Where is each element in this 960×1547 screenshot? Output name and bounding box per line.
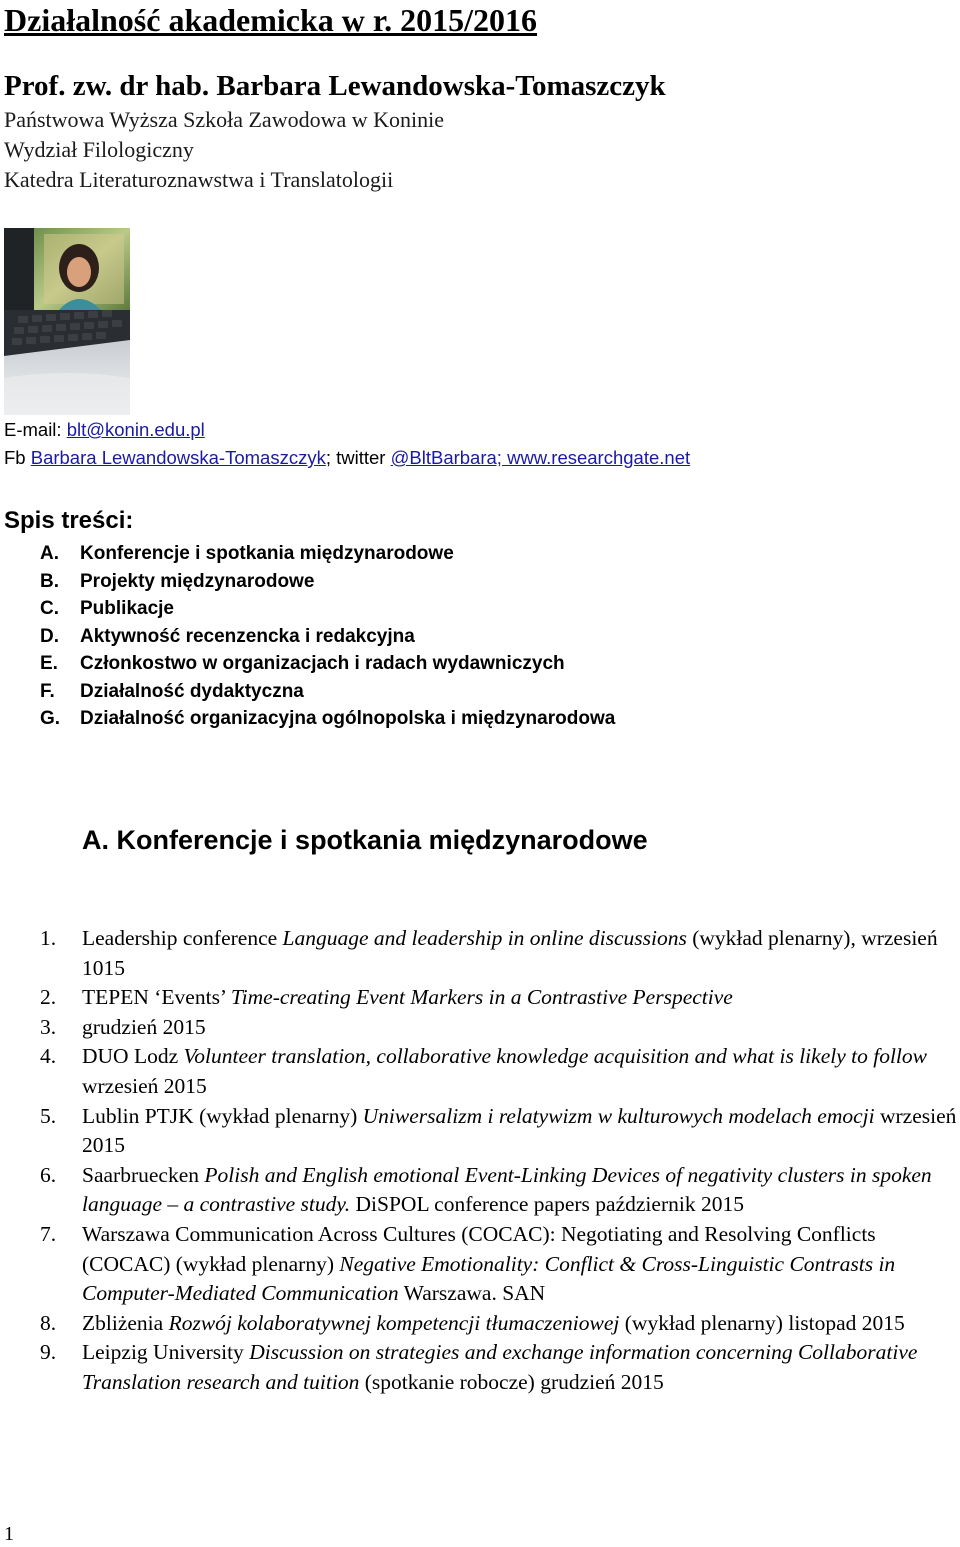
item-text: Leadership conference xyxy=(82,926,283,950)
toc-item xyxy=(40,623,615,651)
toc-item xyxy=(40,595,615,623)
item-text: Leipzig University xyxy=(82,1340,250,1365)
email-line xyxy=(4,418,205,442)
item-text: DUO Lodz xyxy=(82,1044,184,1069)
portrait-laptop-photo-icon xyxy=(4,228,130,415)
toc-list xyxy=(40,540,615,733)
item-number: 7. xyxy=(40,1221,57,1246)
list-item xyxy=(40,1042,960,1101)
item-number: 5. xyxy=(40,1103,57,1128)
item-number: 2. xyxy=(40,985,57,1010)
affiliation-department: Katedra Literaturoznawstwa i Translatologii xyxy=(4,167,394,192)
list-item xyxy=(40,1338,960,1397)
item-title: Rozwój kolaboratywnej kompetencji tłumaczeniowej xyxy=(168,1310,620,1335)
item-title: Language and leadership in online discussions xyxy=(282,926,687,950)
author-photo xyxy=(4,228,130,415)
item-number: 4. xyxy=(40,1044,57,1069)
item-text: Warszawa Communication Across Cultures (COCAC): Negotiating and Resolving Conflicts (COCAC) (wykład plenarny) xyxy=(82,1221,876,1276)
item-number: 1. xyxy=(40,926,57,950)
toc-heading: Spis treści: xyxy=(4,507,134,534)
toc-letter: A. xyxy=(40,543,59,564)
item-text: Zbliżenia xyxy=(82,1310,169,1335)
item-text: Lublin PTJK (wykład plenarny) xyxy=(82,1103,363,1128)
item-title: Negative Emotionality: Conflict & Cross-Linguistic Contrasts in Computer-Mediated Communication xyxy=(82,1251,896,1306)
item-details: Warszawa. SAN xyxy=(398,1281,546,1306)
item-number: 6. xyxy=(40,1162,57,1187)
list-item xyxy=(40,1309,960,1339)
item-details: (wykład plenarny), wrzesień 1015 xyxy=(82,926,938,980)
toc-item xyxy=(40,678,615,706)
email-link[interactable]: blt@konin.edu.pl xyxy=(66,419,205,440)
item-title: Time-creating Event Markers in a Contrastive Perspective xyxy=(230,985,733,1010)
toc-label: Działalność organizacyjna ogólnopolska i międzynarodowa xyxy=(80,708,616,729)
list-item xyxy=(40,983,960,1013)
section-a-heading: A. Konferencje i spotkania międzynarodowe xyxy=(82,825,648,855)
item-number: 3. xyxy=(40,1014,57,1039)
list-item xyxy=(40,924,960,983)
toc-label: Projekty międzynarodowe xyxy=(80,570,315,592)
item-text: Saarbruecken xyxy=(82,1162,205,1187)
toc-item xyxy=(40,650,615,678)
item-text: grudzień 2015 xyxy=(82,1014,206,1039)
conference-list xyxy=(40,924,960,1398)
item-text: TEPEN ‘Events’ xyxy=(82,985,231,1010)
author-name: Prof. zw. dr hab. Barbara Lewandowska-Tomaszczyk xyxy=(4,70,666,102)
item-title: Polish and English emotional Event-Linking Devices of negativity clusters in spoken language – a contrastive study. xyxy=(82,1162,932,1217)
item-title: Uniwersalizm i relatywizm w kulturowych modelach emocji xyxy=(362,1103,875,1128)
toc-letter: C. xyxy=(40,598,59,619)
list-item xyxy=(40,1220,960,1309)
item-title: Volunteer translation, collaborative knowledge acquisition and what is likely to follow xyxy=(183,1044,927,1069)
toc-label: Publikacje xyxy=(80,598,174,619)
item-details: (spotkanie robocze) grudzień 2015 xyxy=(359,1369,664,1394)
fb-label: Fb xyxy=(4,447,31,468)
toc-letter: B. xyxy=(40,570,59,592)
toc-item xyxy=(40,568,615,596)
toc-letter: E. xyxy=(40,653,58,674)
email-label: E-mail: xyxy=(4,419,67,440)
facebook-link[interactable]: Barbara Lewandowska-Tomaszczyk xyxy=(30,447,326,468)
affiliation-faculty: Wydział Filologiczny xyxy=(4,137,194,162)
toc-letter: D. xyxy=(40,625,59,647)
item-details: (wykład plenarny) listopad 2015 xyxy=(619,1310,905,1335)
list-item xyxy=(40,1102,960,1161)
item-number: 8. xyxy=(40,1310,57,1335)
researchgate-link[interactable]: www.researchgate.net xyxy=(507,447,691,468)
toc-label: Aktywność recenzencka i redakcyjna xyxy=(80,625,415,647)
toc-letter: F. xyxy=(40,680,55,702)
toc-item xyxy=(40,540,615,568)
page-number: 1 xyxy=(4,1523,14,1545)
item-details: wrzesień 2015 xyxy=(82,1103,957,1158)
toc-label: Członkostwo w organizacjach i radach wydawniczych xyxy=(80,653,565,674)
toc-letter: G. xyxy=(40,708,61,729)
social-line xyxy=(4,446,690,470)
item-title: Discussion on strategies and exchange information concerning Collaborative Translation research and tuition xyxy=(82,1340,918,1394)
toc-item xyxy=(40,705,615,733)
list-item xyxy=(40,1013,960,1043)
page-title: Działalność akademicka w r. 2015/2016 xyxy=(4,2,538,38)
item-details: DiSPOL conference papers październik 2015 xyxy=(350,1192,744,1217)
affiliation-university: Państwowa Wyższa Szkoła Zawodowa w Koninie xyxy=(4,107,444,132)
list-item xyxy=(40,1161,960,1220)
item-details: wrzesień 2015 xyxy=(82,1073,207,1098)
twitter-link[interactable]: @BltBarbara; xyxy=(390,447,508,468)
item-number: 9. xyxy=(40,1340,57,1365)
twitter-label: ; twitter xyxy=(325,447,391,468)
toc-label: Konferencje i spotkania międzynarodowe xyxy=(80,543,454,564)
toc-label: Działalność dydaktyczna xyxy=(80,680,304,702)
